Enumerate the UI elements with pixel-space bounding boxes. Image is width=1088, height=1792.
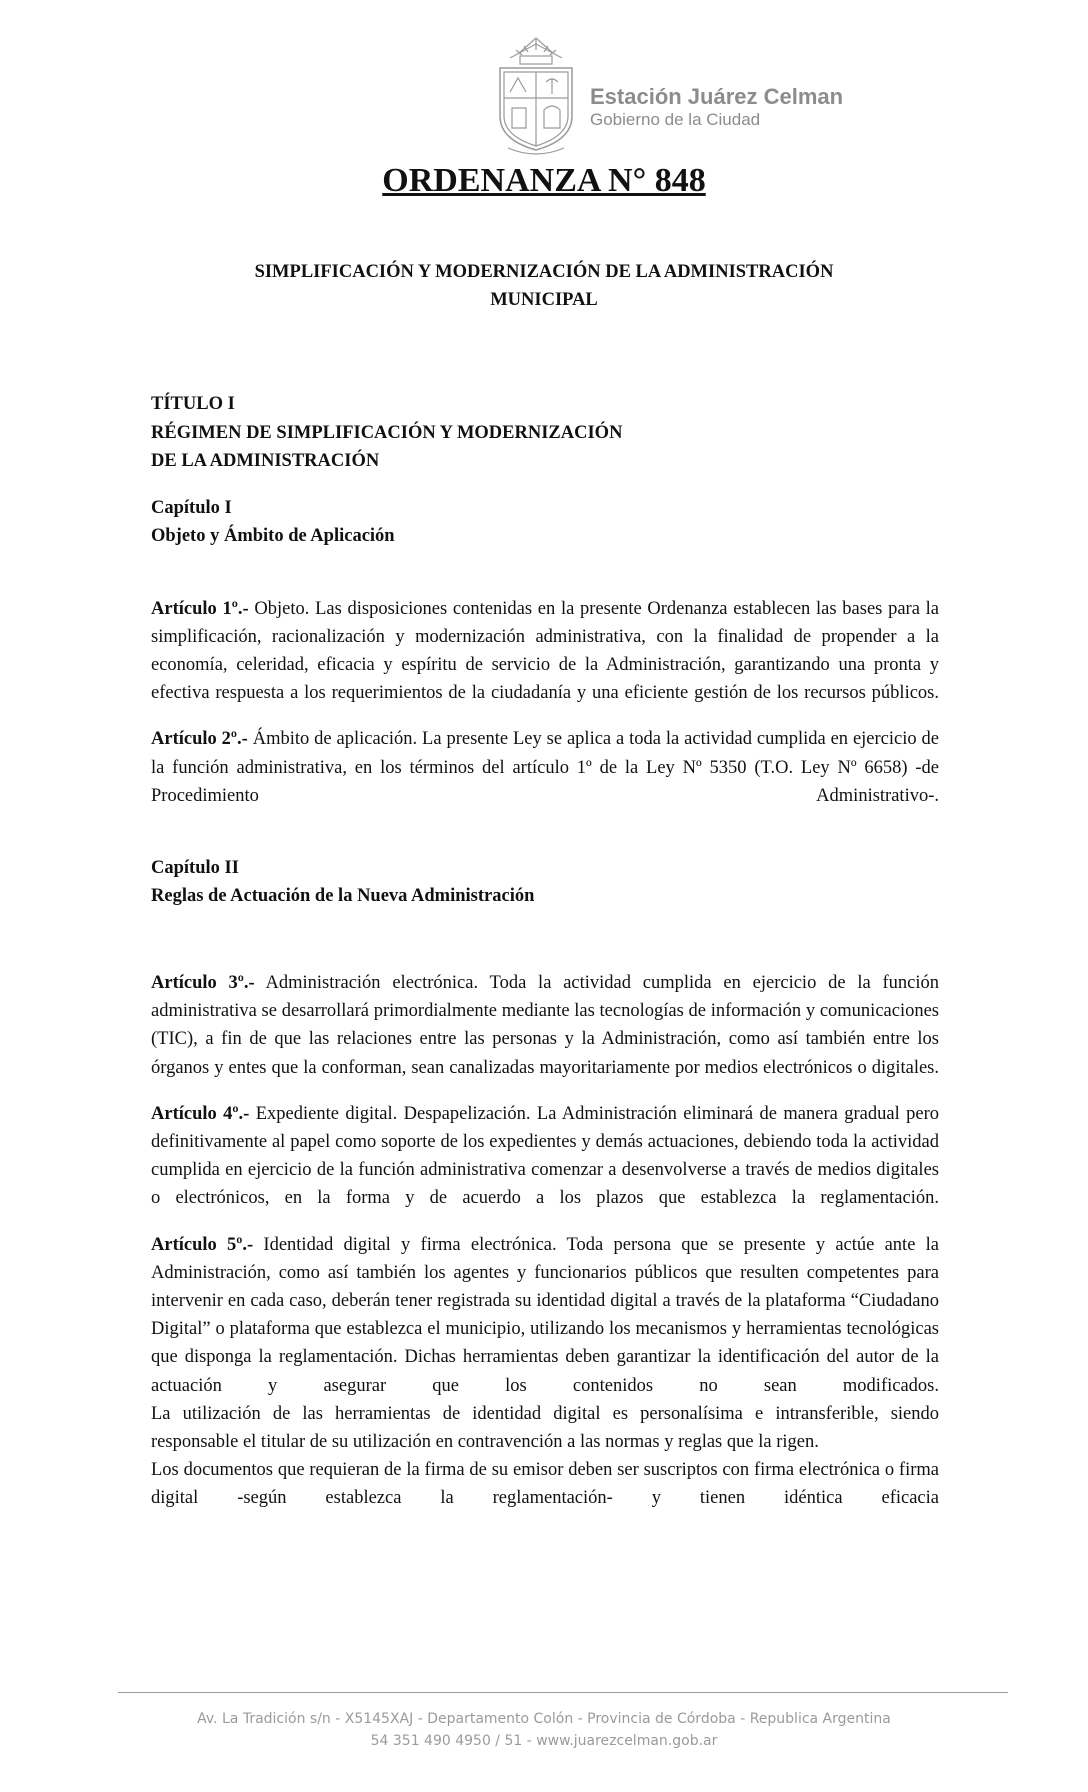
article-1-label: Artículo 1º.- [151,598,249,619]
article-5-label: Artículo 5º.- [151,1234,254,1255]
chapter-1-label: Capítulo I [151,497,232,518]
document-body [151,390,939,1513]
article-1 [151,595,939,708]
municipal-crest-icon [490,36,582,156]
article-4 [151,1100,939,1213]
chapter-1-name: Objeto y Ámbito de Aplicación [151,526,395,546]
article-4-text: Expediente digital. Despapelización. La Administración eliminará de manera gradual pero definitivamente al papel como soporte de los expedientes y demás actuaciones, debiendo toda la actividad cumplida en ejercicio de la función administrativa comenzar a desenvolverse a través de medios digitales o electrónicos, en la forma y de acuerdo a los plazos que establezca la reglamentación. [151,1103,939,1209]
article-5-text: Identidad digital y firma electrónica. Toda persona que se presente y actúe ante la Administración, como así también los agentes y funcionarios públicos que resulten competentes para intervenir en cada caso, deberán tener registrada su identidad digital a través de la plataforma “Ciudadano Digital” o plataforma que establezca el municipio, utilizando los mecanismos y herramientas tecnológicas que disponga la reglamentación. Dichas herramientas deben garantizar la identificación del autor de la actuación y asegurar que los contenidos no sean modificados. [151,1234,940,1396]
article-3 [151,969,939,1082]
footer [0,1708,1088,1752]
brand-name: Estación Juárez Celman [590,84,844,109]
chapter-1-heading [151,494,939,551]
footer-contact: 54 351 490 4950 / 51 - www.juarezcelman.gob.ar [370,1733,718,1749]
titulo-name-line-1: RÉGIMEN DE SIMPLIFICACIÓN Y MODERNIZACIÓN [151,422,623,443]
article-5 [151,1231,939,1400]
document-title: ORDENANZA N° 848 [382,162,706,199]
footer-address: Av. La Tradición s/n - X5145XAJ - Departamento Colón - Provincia de Córdoba - Republica Argentina [197,1711,891,1727]
chapter-2-name: Reglas de Actuación de la Nueva Administración [151,886,535,907]
article-3-text: Administración electrónica. Toda la actividad cumplida en ejercicio de la función administrativa se desarrollará primordialmente mediante las tecnologías de información y comunicaciones (TIC), a fin de que las relaciones entre las personas y la Administración, como así también entre los órganos y entes que la conforman, sean canalizadas mayoritariamente por medios electrónicos o digitales. [151,972,940,1078]
article-1-text: Objeto. Las disposiciones contenidas en la presente Ordenanza establecen las bases para la simplificación, racionalización y modernización administrativa, con la finalidad de propender a la economía, celeridad, eficacia y espíritu de servicio de la Administración, garantizando una pronta y efectiva respuesta a los requerimientos de la ciudadanía y una eficiente gestión de los recursos públicos. [151,598,939,704]
letterhead [490,36,890,156]
chapter-2-heading [151,854,939,911]
article-2-label: Artículo 2º.- [151,729,248,750]
subtitle-line-2: MUNICIPAL [490,290,598,310]
article-5-paragraph-2: La utilización de las herramientas de identidad digital es personalísima e intransferible, siendo responsable el titular de su utilización en contravención a las normas y reglas que la rigen. [151,1403,939,1452]
article-2-text: Ámbito de aplicación. La presente Ley se aplica a toda la actividad cumplida en ejercicio de la función administrativa, en los términos del artículo 1º de la Ley Nº 5350 (T.O. Ley Nº 6658) -de Procedimiento Administrativo-. [151,729,939,806]
brand-subtitle: Gobierno de la Ciudad [590,110,761,129]
article-2 [151,725,939,810]
article-5-paragraph-3: Los documentos que requieran de la firma de su emisor deben ser suscriptos con firma electrónica o firma digital -según establezca la reglamentación- y tienen idéntica eficacia [151,1460,939,1509]
titulo-name-line-2: DE LA ADMINISTRACIÓN [151,451,380,471]
titulo-number: TÍTULO I [151,394,235,414]
document-subtitle [200,258,888,314]
article-3-label: Artículo 3º.- [151,972,255,993]
subtitle-line-1: SIMPLIFICACIÓN Y MODERNIZACIÓN DE LA ADMINISTRACIÓN [254,262,834,282]
chapter-2-label: Capítulo II [151,857,239,878]
footer-divider [118,1692,1008,1693]
article-4-label: Artículo 4º.- [151,1103,250,1124]
titulo-heading [151,390,939,476]
